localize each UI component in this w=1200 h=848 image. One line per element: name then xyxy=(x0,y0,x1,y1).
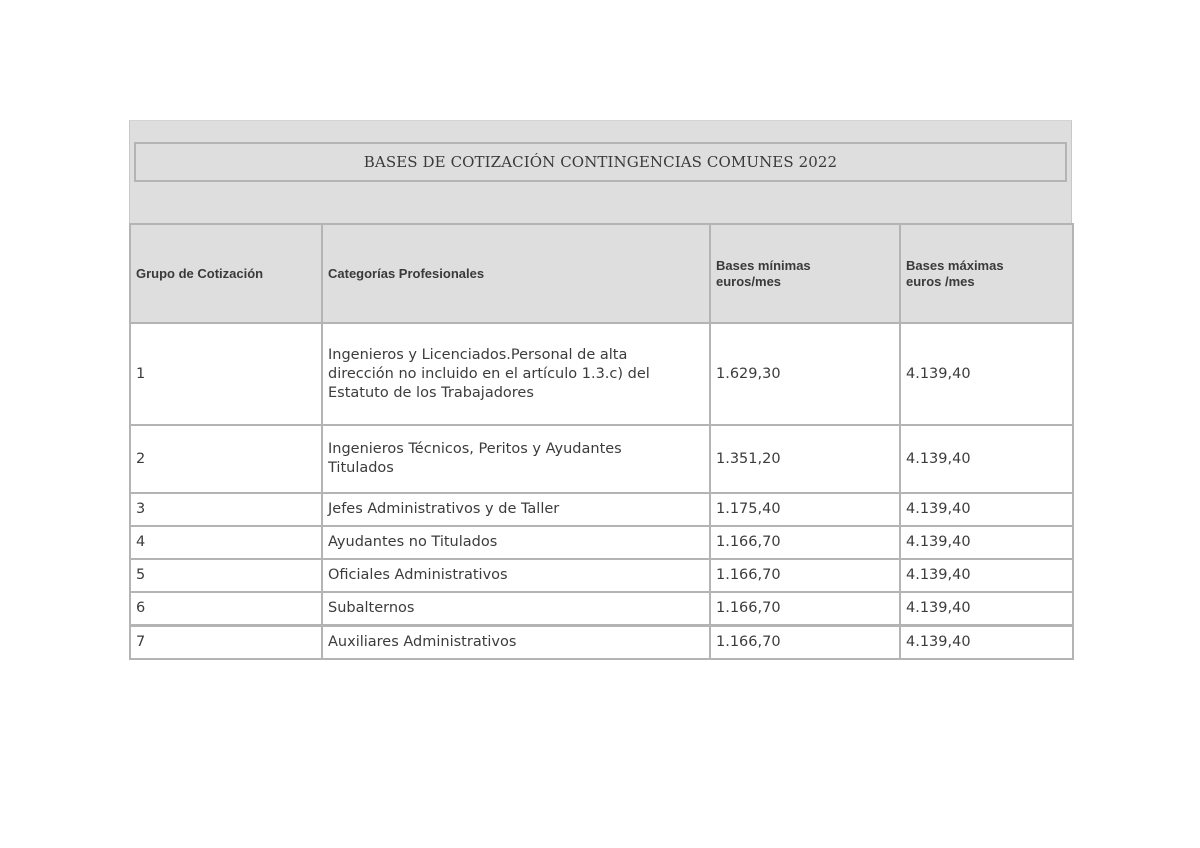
cell-grupo: 2 xyxy=(130,425,322,493)
cell-categoria: Auxiliares Administrativos xyxy=(322,626,710,660)
header-categorias xyxy=(322,224,710,323)
header-bases-minimas-line1: Bases mínimas xyxy=(716,257,811,273)
table-title: BASES DE COTIZACIÓN CONTINGENCIAS COMUNES 2022 xyxy=(134,142,1067,182)
cell-base-maxima: 4.139,40 xyxy=(900,323,1073,425)
header-bases-maximas-line2: euros /mes xyxy=(906,273,975,289)
cell-categoria-line: Titulados xyxy=(328,460,394,476)
cell-base-minima: 1.166,70 xyxy=(710,626,900,660)
table-row xyxy=(130,526,1073,559)
cell-grupo: 4 xyxy=(130,526,322,559)
table-row xyxy=(130,559,1073,592)
cell-categoria-line: Ingenieros y Licenciados.Personal de alta xyxy=(328,346,628,363)
cell-categoria: Oficiales Administrativos xyxy=(322,559,710,592)
header-bases-minimas-line2: euros/mes xyxy=(716,273,782,289)
cell-categoria-line: Estatuto de los Trabajadores xyxy=(328,384,534,401)
header-bases-maximas-line1: Bases máximas xyxy=(906,257,1004,273)
cell-categoria-line: dirección no incluido en el artículo 1.3.c) del xyxy=(328,365,650,382)
cell-base-maxima: 4.139,40 xyxy=(900,592,1073,626)
header-grupo xyxy=(130,224,322,323)
cell-base-minima: 1.166,70 xyxy=(710,559,900,592)
cell-base-minima: 1.629,30 xyxy=(710,323,900,425)
cell-grupo: 1 xyxy=(130,323,322,425)
cell-base-maxima: 4.139,40 xyxy=(900,425,1073,493)
title-band xyxy=(129,120,1072,223)
table-row xyxy=(130,323,1073,425)
cell-base-minima: 1.351,20 xyxy=(710,425,900,493)
cell-categoria xyxy=(322,323,710,425)
contribution-bases-table xyxy=(129,223,1074,660)
cell-grupo: 7 xyxy=(130,626,322,660)
cell-categoria: Subalternos xyxy=(322,592,710,626)
cell-base-maxima: 4.139,40 xyxy=(900,526,1073,559)
cell-grupo: 3 xyxy=(130,493,322,526)
cell-grupo: 5 xyxy=(130,559,322,592)
cell-categoria-line: Ingenieros Técnicos, Peritos y Ayudantes xyxy=(328,441,622,457)
header-bases-maximas xyxy=(900,224,1073,323)
cell-categoria: Ayudantes no Titulados xyxy=(322,526,710,559)
cell-base-minima: 1.166,70 xyxy=(710,592,900,626)
table-row xyxy=(130,493,1073,526)
header-row xyxy=(130,224,1073,323)
header-categorias-label: Categorías Profesionales xyxy=(328,265,485,281)
document-table xyxy=(129,120,1072,660)
cell-categoria: Jefes Administrativos y de Taller xyxy=(322,493,710,526)
cell-categoria xyxy=(322,425,710,493)
cell-base-minima: 1.166,70 xyxy=(710,526,900,559)
header-bases-minimas xyxy=(710,224,900,323)
cell-grupo: 6 xyxy=(130,592,322,626)
cell-base-minima: 1.175,40 xyxy=(710,493,900,526)
cell-base-maxima: 4.139,40 xyxy=(900,493,1073,526)
header-grupo-label: Grupo de Cotización xyxy=(136,265,264,281)
table-row xyxy=(130,626,1073,660)
table-row xyxy=(130,592,1073,626)
cell-base-maxima: 4.139,40 xyxy=(900,626,1073,660)
cell-base-maxima: 4.139,40 xyxy=(900,559,1073,592)
table-row xyxy=(130,425,1073,493)
